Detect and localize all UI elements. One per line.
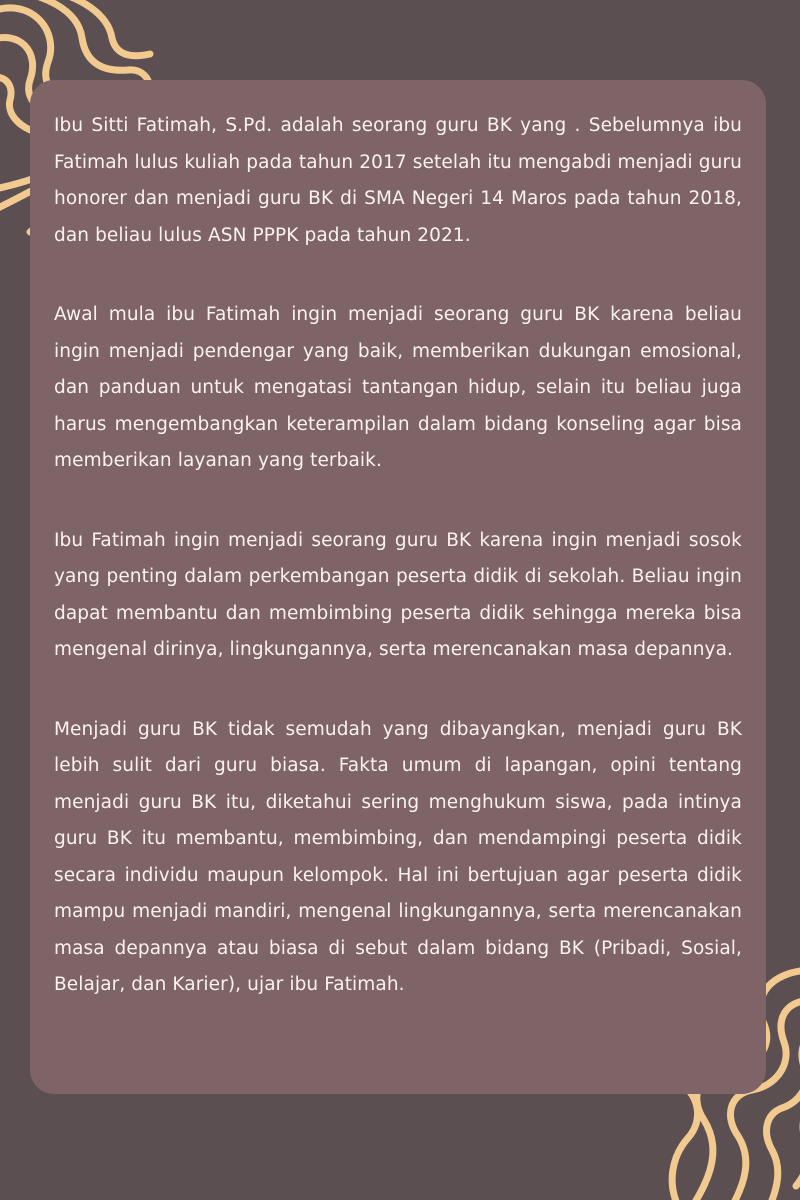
paragraph-challenges: Menjadi guru BK tidak semudah yang dibayangkan, menjadi guru BK lebih sulit dari guru biasa. Fakta umum di lapangan, opini tentang menjadi guru BK itu, diketahui sering menghukum siswa, pada intinya guru BK itu membantu, membimbing, dan mendampingi peserta didik secara individu maupun kelompok. Hal ini bertujuan agar peserta didik mampu menjadi mandiri, mengenal lingkungannya, serta merencanakan masa depannya atau biasa di sebut dalam bidang BK (Pribadi, Sosial, Belajar, dan Karier), ujar ibu Fatimah. xyxy=(54,718,742,995)
paragraph-motivation: Awal mula ibu Fatimah ingin menjadi seorang guru BK karena beliau ingin menjadi pendengar yang baik, memberikan dukungan emosional, dan panduan untuk mengatasi tantangan hidup, selain itu beliau juga harus mengembangkan keterampilan dalam bidang konseling agar bisa memberikan layanan yang terbaik. xyxy=(54,304,742,471)
paragraph-profile: Ibu Sitti Fatimah, S.Pd. adalah seorang guru BK yang . Sebelumnya ibu Fatimah lulus kuliah pada tahun 2017 setelah itu mengabdi menjadi guru honorer dan menjadi guru BK di SMA Negeri 14 Maros pada tahun 2018, dan beliau lulus ASN PPPK pada tahun 2021. xyxy=(54,115,742,246)
paragraph-aspiration: Ibu Fatimah ingin menjadi seorang guru BK karena ingin menjadi sosok yang penting dalam perkembangan peserta didik di sekolah. Beliau ingin dapat membantu dan membimbing peserta didik sehingga mereka bisa mengenal dirinya, lingkungannya, serta merencanakan masa depannya. xyxy=(54,529,742,660)
article-card xyxy=(30,80,766,1094)
